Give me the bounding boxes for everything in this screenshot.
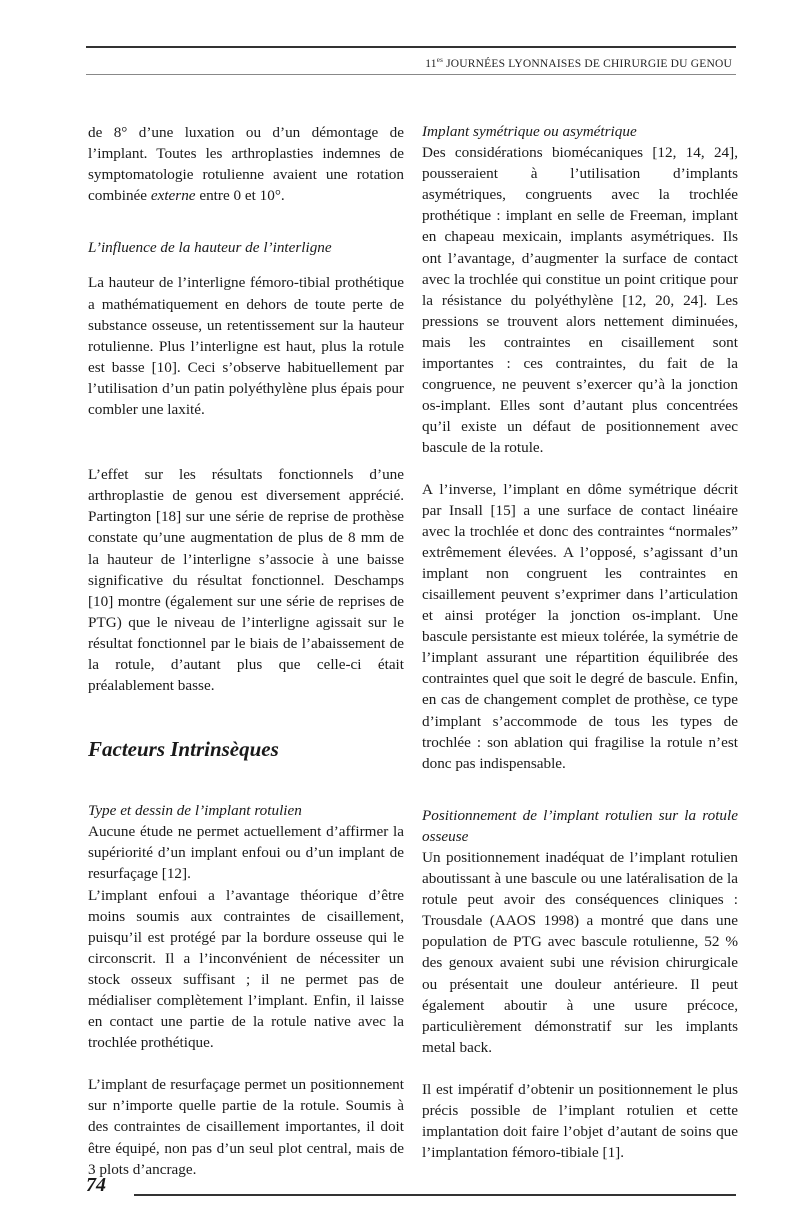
paragraph: Des considérations biomécaniques [12, 14, 24], pousseraient à l’utilisation d’implants asymétriques, congruents avec la trochlée prothétique : implant en selle de Freeman, implant en chapeau mexicain, implants asymétriques. Ils ont l’avantage, d’augmenter la surface de contact avec la trochlée qui constitue un point critique pour la résistance du polyéthylène [12, 20, 24]. Les pressions se trouvent alors nettement diminuées, mais les contraintes en cisaillement sont importantes : ces contraintes, du fait de la congruence, ne peuvent s’exercer qu’à la jonction os-implant. Elles sont d’autant plus concentrées qu’il existe un défaut de positionnement avec bascule de la rotule. <box>422 144 738 457</box>
emphasis: externe <box>150 187 196 205</box>
running-head-title: JOURNÉES LYONNAISES DE CHIRURGIE DU GENOU <box>443 57 732 70</box>
right-column <box>422 121 738 1163</box>
text: entre 0 et 10°. <box>195 187 285 205</box>
edition-superscript: es <box>436 56 443 64</box>
paragraph: La hauteur de l’interligne fémoro-tibial prothétique a mathématiquement en dehors de toute perte de substance osseuse, un retentissement sur la hauteur rotulienne. Plus l’interligne est haut, plus la rotule est basse [10]. Ceci s’observe habituellement par l’utilisation d’un patin polyéthylène plus épais pour combler une laxité. <box>88 274 404 419</box>
paragraph: Il est impératif d’obtenir un positionnement le plus précis possible de l’implant rotulien et cette implantation doit faire l’objet d’autant de soins que l’implantation fémoro-tibiale [1]. <box>422 1080 738 1162</box>
header-rule <box>86 74 736 75</box>
top-rule <box>86 46 736 48</box>
paragraph: L’implant de resurfaçage permet un positionnement sur n’importe quelle partie de la rotule. Soumis à des contraintes de cisaillement importantes, il doit être équipé, non pas d’un seul plot central, mais de 3 plots d’ancrage. <box>88 1076 404 1178</box>
subheading: Positionnement de l’implant rotulien sur la rotule osseuse <box>422 806 738 845</box>
subheading: L’influence de la hauteur de l’interligne <box>88 239 332 257</box>
page-number: 74 <box>86 1174 106 1196</box>
paragraph: Aucune étude ne permet actuellement d’affirmer la supériorité d’un implant enfoui ou d’un implant de resurfaçage [12]. <box>88 823 404 883</box>
edition-number: 11 <box>425 57 437 70</box>
text: de 8° d’une luxation ou d’un démontage de l’implant. Toutes les arthroplasties indemnes de symptomatologie rotulienne avaient une rotation combinée <box>88 124 404 205</box>
paragraph: L’effet sur les résultats fonctionnels d’une arthroplastie de genou est diversement apprécié. Partington [18] sur une série de reprise de prothèse constate qu’une augmentation de plus de 8 mm de la hauteur de l’interligne s’associe à une baisse significative du résultat fonctionnel. Deschamps [10] montre (également sur une série de reprises de PTG) que le niveau de l’interligne agissait sur le résultat fonctionnel par le biais de l’abaissement de la rotule, d’autant plus que celle-ci était préalablement basse. <box>88 466 404 695</box>
paragraph: Un positionnement inadéquat de l’implant rotulien aboutissant à une bascule ou une latéralisation de la rotule peut avoir des conséquences cliniques : Trousdale (AAOS 1998) a montré que dans une population de PTG avec bascule rotulienne, 52 % des genoux avaient subi une révision chirurgicale ou présentait une douleur antérieure. Il peut également aboutir à une usure précoce, particulièrement démonstratif sur les implants metal back. <box>422 849 738 1056</box>
left-column <box>88 122 404 1180</box>
paragraph: L’implant enfoui a l’avantage théorique d’être moins soumis aux contraintes de cisaillement, puisqu’il est protégé par la bordure osseuse qui le circonscrit. Il a l’inconvénient de nécessiter un stock osseux suffisant ; il ne permet pas de médialiser complètement l’implant. Enfin, il laisse en contact une partie de la rotule native avec la trochlée prothétique. <box>88 886 404 1052</box>
paragraph: A l’inverse, l’implant en dôme symétrique décrit par Insall [15] a une surface de contact linéaire avec la trochlée et donc des contraintes “normales” extrêmement élevées. A l’opposé, s’agissant d’un implant non congruent les contraintes en cisaillement peuvent s’exprimer dans l’articulation et ainsi protéger la jonction os-implant. Une bascule persistante est mieux tolérée, la symétrie de l’implant assurant une répartition équilibrée des contraintes quel que soit le degré de bascule. Enfin, en cas de changement complet de prothèse, ce type d’implant s’accommode de tous les types de trochlée : son ablation qui fragilise la rotule n’est donc pas indispensable. <box>422 480 738 772</box>
running-head <box>425 56 732 70</box>
subheading: Type et dessin de l’implant rotulien <box>88 802 302 820</box>
footer-rule <box>134 1194 736 1196</box>
section-title: Facteurs Intrinsèques <box>88 737 279 762</box>
subheading: Implant symétrique ou asymétrique <box>422 123 637 140</box>
paragraph <box>88 122 404 206</box>
